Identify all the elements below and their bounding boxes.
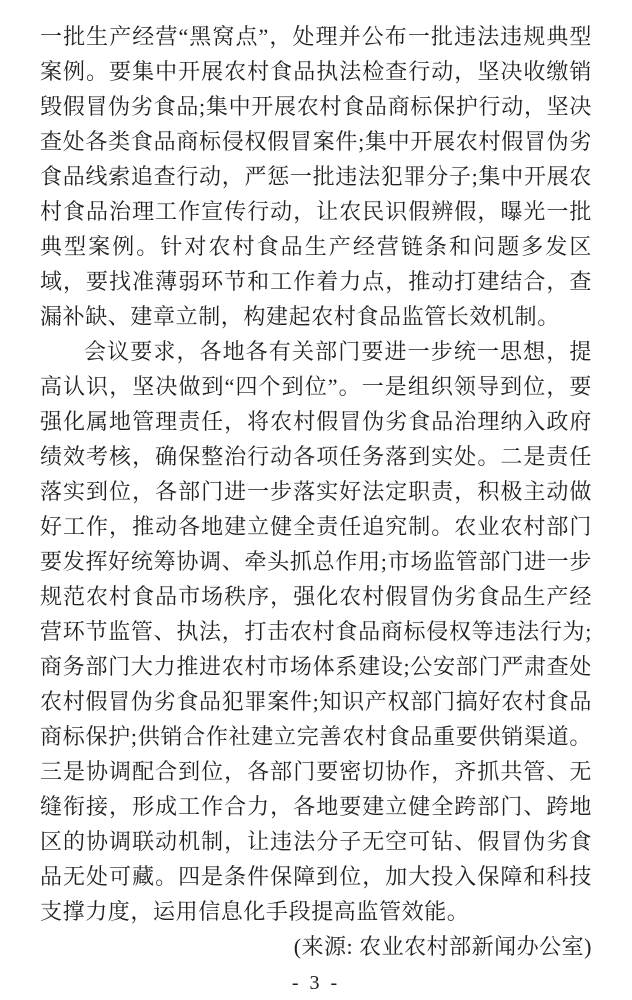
page-number: - 3 -	[291, 972, 341, 994]
paragraph-continuation: 一批生产经营“黑窝点”，处理并公布一批违法违规典型案例。要集中开展农村食品执法检查行动，坚决收缴销毁假冒伪劣食品;集中开展农村食品商标保护行动，坚决查处各类食品商标侵权假冒案件;集中开展农村假冒伪劣食品线索追查行动，严惩一批违法犯罪分子;集中开展农村食品治理工作宣传行动，让农民识假辨假，曝光一批典型案例。针对农村食品生产经营链条和问题多发区域，要找准薄弱环节和工作着力点，推动打建结合，查漏补缺、建章立制，构建起农村食品监管长效机制。	[40, 24, 592, 329]
paragraph-meeting-requirements: 会议要求，各地各有关部门要进一步统一思想，提高认识，坚决做到“四个到位”。一是组织领导到位，要强化属地管理责任，将农村假冒伪劣食品治理纳入政府绩效考核，确保整治行动各项任务落到实处。二是责任落实到位，各部门进一步落实好法定职责，积极主动做好工作，推动各地建立健全责任追究制。农业农村部门要发挥好统筹协调、牵头抓总作用;市场监管部门进一步规范农村食品市场秩序，强化农村假冒伪劣食品生产经营环节监管、执法，打击农村食品商标侵权等违法行为;商务部门大力推进农村市场体系建设;公安部门严肃查处农村假冒伪劣食品犯罪案件;知识产权部门搞好农村食品商标保护;供销合作社建立完善农村食品重要供销渠道。三是协调配合到位，各部门要密切协作，齐抓共管、无缝衔接，形成工作合力，各地要建立健全跨部门、跨地区的协调联动机制，让违法分子无空可钻、假冒伪劣食品无处可藏。四是条件保障到位，加大投入保障和科技支撑力度，运用信息化手段提高监管效能。	[40, 339, 592, 924]
source-attribution: (来源: 农业农村部新闻办公室)	[293, 934, 592, 959]
